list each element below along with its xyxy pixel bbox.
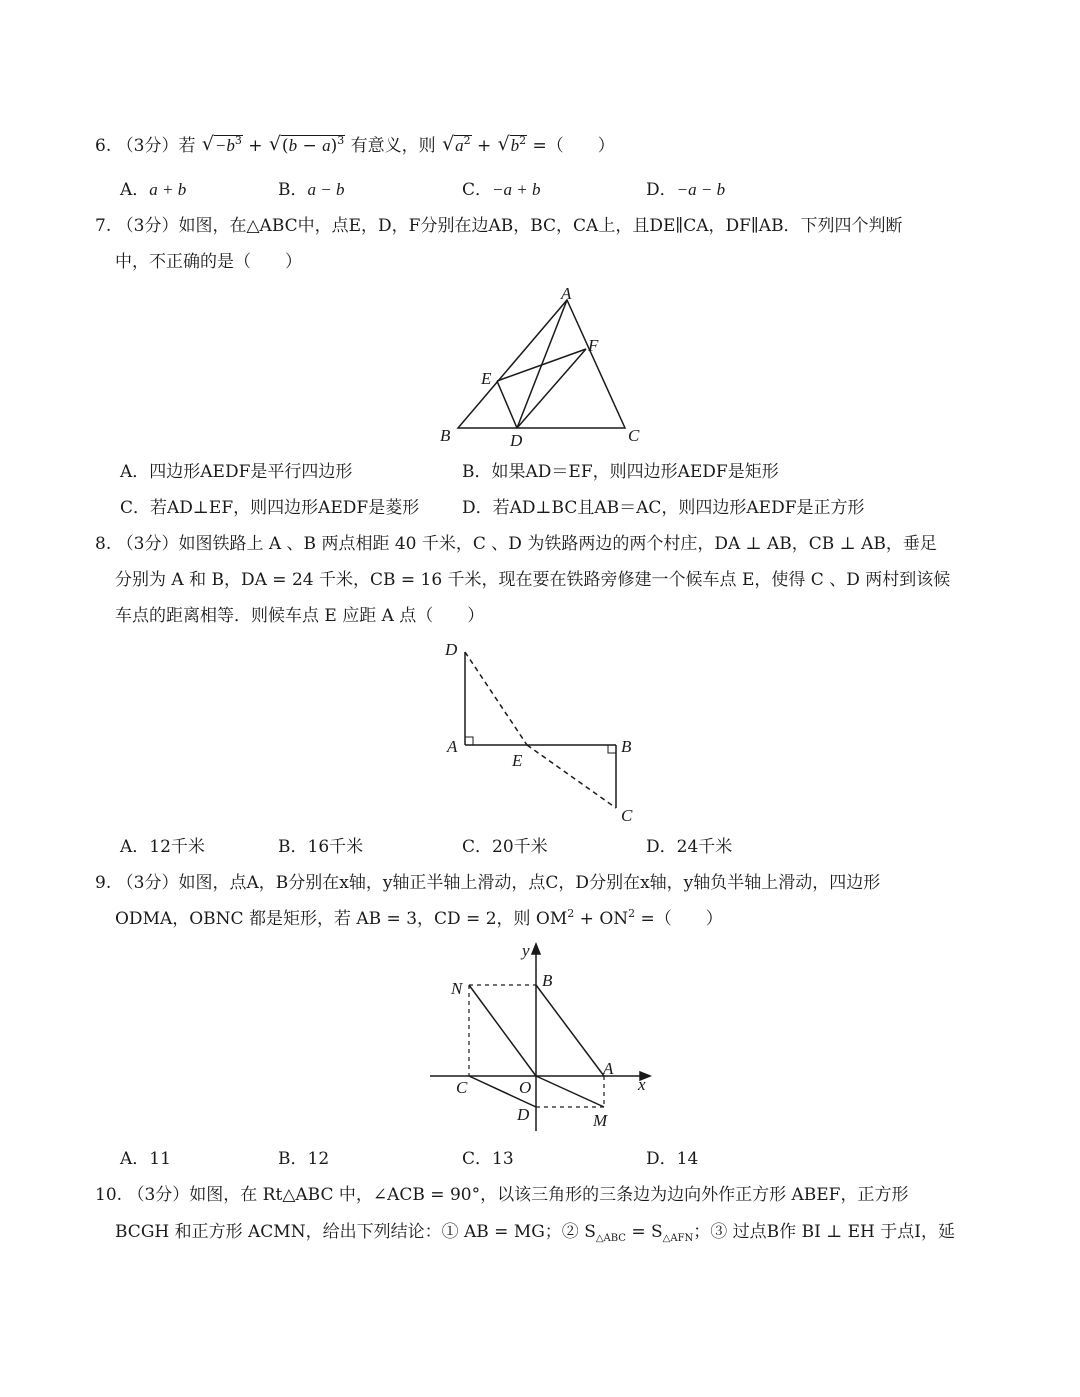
q6-radical-3: √ $a^2$ xyxy=(443,134,472,158)
q8-option-c-text: 20千米 xyxy=(492,837,548,857)
q9-line2-part3: =（ ） xyxy=(640,909,723,929)
q8-label-d: D xyxy=(445,640,458,659)
q7-label-f: F xyxy=(588,336,599,355)
q10-subscript-2: △AFN xyxy=(662,1233,694,1244)
q7-label-c: C xyxy=(628,426,640,445)
q6-stem: 6. （3分）若 √ $-b^3$ + √ $(b - a)^3$ 有意义，则 √ $a^2$ + √ $b^2$ =（ ） xyxy=(95,134,615,158)
q7-number: 7. xyxy=(95,216,112,236)
q8-number: 8. xyxy=(95,534,112,554)
q9-line1: 如图，点A，B分别在x轴，y轴正半轴上滑动，点C，D分别在x轴，y轴负半轴上滑动，四边形 xyxy=(178,873,881,893)
q7-score: （3分） xyxy=(116,216,179,236)
q6-radical-2: √ $(b - a)^3$ xyxy=(270,134,345,158)
q9-option-b[interactable] xyxy=(278,1147,329,1171)
q8-label-e: E xyxy=(512,751,523,770)
q9-number: 9. xyxy=(95,873,112,893)
q7-label-d: D xyxy=(510,431,523,450)
q8-stem-line3: 车点的距离相等．则候车点 E 应距 A 点（ ） xyxy=(115,606,485,626)
q7-option-d-text: 若AD⊥BC且AB＝AC，则四边形AEDF是正方形 xyxy=(492,498,865,518)
q8-option-a-text: 12千米 xyxy=(149,837,205,857)
q6-post: =（ ） xyxy=(532,136,615,156)
q7-option-a-letter: A． xyxy=(120,462,150,482)
q9-option-b-letter: B． xyxy=(278,1149,308,1169)
q9-label-o: O xyxy=(519,1078,532,1097)
q6-option-a-text: a + b xyxy=(149,180,187,199)
q9-option-a[interactable] xyxy=(120,1147,171,1171)
q10-stem-line2 xyxy=(115,1220,955,1244)
q9-line2-part2: + ON xyxy=(579,909,629,929)
q6-option-b-text: a − b xyxy=(307,180,345,199)
q6-option-d-text: −a − b xyxy=(676,180,726,199)
q8-label-b: B xyxy=(621,737,632,756)
q9-line2-part1: ODMA，OBNC 都是矩形，若 AB = 3，CD = 2，则 OM xyxy=(115,909,568,929)
q6-option-c-text: −a + b xyxy=(492,180,541,199)
q9-superscript-1: 2 xyxy=(567,907,575,920)
q10-line2-part2: = S xyxy=(631,1222,663,1242)
q6-radical-1: √ $-b^3$ xyxy=(203,134,243,158)
q10-number: 10. xyxy=(95,1185,123,1205)
q9-label-a: A xyxy=(603,1059,614,1078)
q7-option-c-letter: C． xyxy=(120,498,151,518)
q6-option-a-letter: A． xyxy=(120,180,150,200)
q9-option-d[interactable] xyxy=(646,1147,698,1171)
q9-option-a-letter: A． xyxy=(120,1149,150,1169)
q7-option-b-letter: B． xyxy=(462,462,492,482)
q6-number: 6. xyxy=(95,136,112,156)
q8-score: （3分） xyxy=(116,534,179,554)
q6-option-c-letter: C． xyxy=(462,180,493,200)
q9-label-m: M xyxy=(593,1111,608,1130)
q6-option-d-letter: D． xyxy=(646,180,677,200)
q9-segment-om xyxy=(536,1076,604,1107)
q8-option-b-text: 16千米 xyxy=(307,837,364,857)
q9-option-b-text: 12 xyxy=(307,1149,330,1169)
q8-label-a: A xyxy=(447,737,458,756)
q10-score: （3分） xyxy=(127,1185,190,1205)
q6-mid: 有意义，则 xyxy=(350,136,436,156)
q9-label-n: N xyxy=(451,979,463,998)
q9-score: （3分） xyxy=(116,873,179,893)
q6-score: （3分） xyxy=(116,136,179,156)
q7-line1: 如图，在△ABC中，点E，D，F分别在边AB，BC，CA上，且DE∥CA，DF∥AB．下列四个判断 xyxy=(178,216,903,236)
q10-subscript-1: △ABC xyxy=(595,1233,626,1244)
q7-stem-line2: 中，不正确的是（ ） xyxy=(115,252,302,272)
q7-option-a-text: 四边形AEDF是平行四边形 xyxy=(149,462,353,482)
q9-label-y: y xyxy=(522,941,530,960)
q7-label-e: E xyxy=(481,369,492,388)
q10-stem-line1 xyxy=(95,1183,908,1207)
q9-option-c-text: 13 xyxy=(492,1149,514,1169)
q7-option-b-text: 如果AD＝EF，则四边形AEDF是矩形 xyxy=(491,462,779,482)
q9-option-d-text: 14 xyxy=(676,1149,699,1169)
q6-option-b-letter: B． xyxy=(278,180,308,200)
q9-label-c: C xyxy=(456,1078,468,1097)
q9-label-b: B xyxy=(542,971,553,990)
q8-stem-line2: 分别为 A 和 B，DA = 24 千米，CB = 16 千米，现在要在铁路旁修建一个候车点 E，使得 C 、D 两村到该候 xyxy=(115,570,951,590)
q9-option-c-letter: C． xyxy=(462,1149,493,1169)
q9-label-d: D xyxy=(517,1105,530,1124)
q6-pre: 若 xyxy=(178,136,196,156)
q7-option-c-text: 若AD⊥EF，则四边形AEDF是菱形 xyxy=(150,498,420,518)
q7-label-b: B xyxy=(440,426,451,445)
q7-option-d-letter: D． xyxy=(462,498,493,518)
q8-line1: 如图铁路上 A 、B 两点相距 40 千米，C 、D 为铁路两边的两个村庄，DA ⊥ AB，CB ⊥ AB，垂足 xyxy=(178,534,937,554)
q9-option-c[interactable] xyxy=(462,1147,514,1171)
q8-option-a-letter: A． xyxy=(120,837,150,857)
q6-radical-4: √ $b^2$ xyxy=(499,134,528,158)
q8-option-d-text: 24千米 xyxy=(676,837,733,857)
q9-option-d-letter: D． xyxy=(646,1149,677,1169)
q7-label-a: A xyxy=(561,284,572,303)
q8-label-c: C xyxy=(621,806,633,825)
q10-line2-part3: ；③ 过点B作 BI ⊥ EH 于点I，延 xyxy=(693,1222,955,1242)
q8-option-d-letter: D． xyxy=(646,837,677,857)
q9-y-arrow xyxy=(532,944,540,954)
q10-line1: 如图，在 Rt△ABC 中，∠ACB = 90°，以该三角形的三条边为边向外作正方形 ABEF，正方形 xyxy=(189,1185,909,1205)
q9-segment-ab xyxy=(536,985,604,1076)
q9-label-x: x xyxy=(638,1075,646,1094)
q9-option-a-text: 11 xyxy=(149,1149,171,1169)
q9-segment-on xyxy=(469,985,536,1076)
q8-option-b-letter: B． xyxy=(278,837,308,857)
q9-superscript-2: 2 xyxy=(628,907,636,920)
q8-option-c-letter: C． xyxy=(462,837,493,857)
q10-line2-part1: BCGH 和正方形 ACMN，给出下列结论：① AB = MG；② S xyxy=(115,1222,596,1242)
